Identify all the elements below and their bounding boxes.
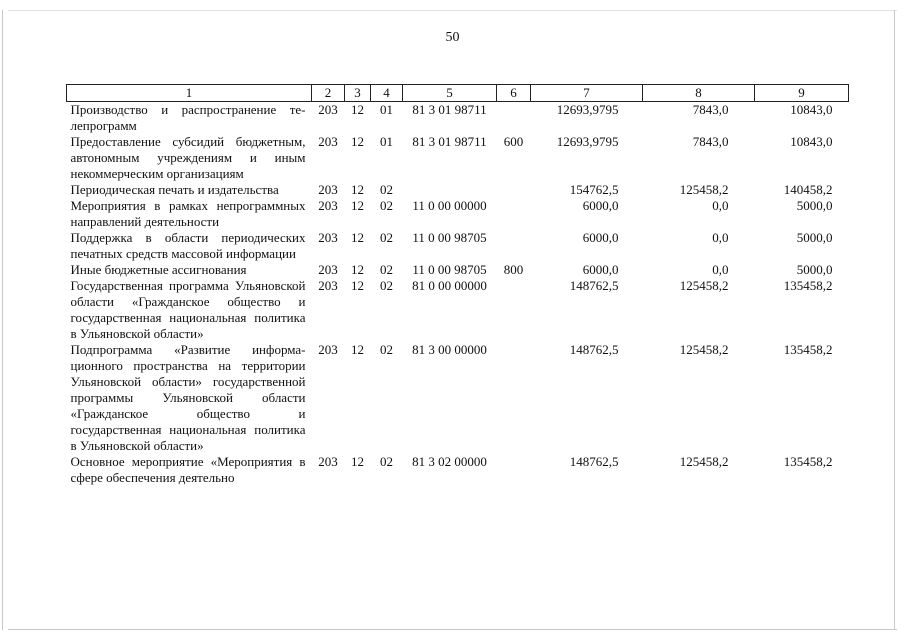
cell-code-4: 02 bbox=[380, 342, 393, 357]
row-name: Основное мероприятие «Мероприятия в сфере обеспечения деятельно bbox=[70, 454, 306, 485]
cell-amount-9: 135458,2 bbox=[783, 454, 833, 469]
table-row bbox=[67, 278, 849, 342]
table-row bbox=[67, 102, 849, 135]
cell-amount-7: 148762,5 bbox=[569, 342, 619, 357]
cell-code-4: 02 bbox=[380, 278, 393, 293]
cell-code-5: 11 0 00 98705 bbox=[412, 230, 487, 245]
cell-code-4: 02 bbox=[380, 182, 393, 197]
column-header: 3 bbox=[345, 85, 371, 102]
cell-code-5: 11 0 00 98705 bbox=[412, 262, 487, 277]
cell-amount-7: 6000,0 bbox=[582, 230, 619, 245]
cell-amount-7: 148762,5 bbox=[569, 454, 619, 469]
cell-code-3: 12 bbox=[351, 182, 364, 197]
cell-code-4: 02 bbox=[380, 454, 393, 469]
column-header: 4 bbox=[371, 85, 403, 102]
cell-amount-9: 10843,0 bbox=[790, 102, 833, 117]
cell-code-3: 12 bbox=[351, 342, 364, 357]
page-border-left bbox=[2, 10, 3, 630]
cell-code-3: 12 bbox=[351, 198, 364, 213]
row-name: Производство и распространение телепрограмм bbox=[70, 102, 306, 133]
table-row bbox=[67, 182, 849, 198]
cell-code-4: 02 bbox=[380, 262, 393, 277]
cell-amount-7: 12693,9795 bbox=[556, 102, 619, 117]
cell-amount-8: 125458,2 bbox=[679, 278, 729, 293]
cell-amount-8: 7843,0 bbox=[692, 102, 729, 117]
row-name: Подпрограмма «Развитие информационного пространства на территории Ульяновской области» государственной программы Ульяновской области «Гражданское общество и государственная национальная политика в Ульяновской области» bbox=[70, 342, 306, 453]
row-name: Периодическая печать и издательства bbox=[70, 182, 279, 197]
cell-code-5 bbox=[403, 182, 497, 198]
cell-code-6 bbox=[497, 454, 531, 486]
cell-code-6 bbox=[497, 342, 531, 454]
table-row bbox=[67, 230, 849, 262]
cell-amount-9: 10843,0 bbox=[790, 134, 833, 149]
cell-code-2: 203 bbox=[318, 198, 338, 213]
column-header: 5 bbox=[403, 85, 497, 102]
cell-amount-7: 6000,0 bbox=[582, 262, 619, 277]
cell-code-2: 203 bbox=[318, 230, 338, 245]
cell-code-6 bbox=[497, 182, 531, 198]
cell-code-2: 203 bbox=[318, 102, 338, 117]
cell-amount-7: 154762,5 bbox=[569, 182, 619, 197]
cell-code-5: 81 0 00 00000 bbox=[412, 278, 487, 293]
cell-amount-9: 5000,0 bbox=[796, 198, 833, 213]
cell-code-5: 81 3 02 00000 bbox=[412, 454, 487, 469]
cell-code-5: 81 3 01 98711 bbox=[412, 102, 487, 117]
row-name: Иные бюджетные ассигнования bbox=[70, 262, 247, 277]
cell-code-5: 81 3 01 98711 bbox=[412, 134, 487, 149]
cell-amount-8: 7843,0 bbox=[692, 134, 729, 149]
table-row bbox=[67, 198, 849, 230]
table-row bbox=[67, 134, 849, 182]
cell-code-4: 01 bbox=[380, 102, 393, 117]
cell-code-5: 81 3 00 00000 bbox=[412, 342, 487, 357]
cell-code-2: 203 bbox=[318, 182, 338, 197]
cell-amount-7: 12693,9795 bbox=[556, 134, 619, 149]
cell-code-2: 203 bbox=[318, 278, 338, 293]
cell-code-5: 11 0 00 00000 bbox=[412, 198, 487, 213]
cell-amount-9: 135458,2 bbox=[783, 342, 833, 357]
cell-code-4: 01 bbox=[380, 134, 393, 149]
page-border-top bbox=[8, 10, 897, 11]
cell-code-3: 12 bbox=[351, 134, 364, 149]
budget-table bbox=[66, 84, 849, 486]
cell-code-6 bbox=[497, 102, 531, 135]
cell-code-3: 12 bbox=[351, 454, 364, 469]
cell-code-6: 600 bbox=[503, 134, 524, 149]
cell-code-3: 12 bbox=[351, 278, 364, 293]
cell-code-2: 203 bbox=[318, 454, 338, 469]
cell-code-3: 12 bbox=[351, 230, 364, 245]
cell-code-2: 203 bbox=[318, 134, 338, 149]
row-name: Государственная программа Ульяновской области «Гражданское общество и государственная национальная политика в Ульяновской области» bbox=[70, 278, 306, 341]
page-number: 50 bbox=[445, 30, 460, 45]
cell-amount-8: 125458,2 bbox=[679, 342, 729, 357]
cell-amount-8: 0,0 bbox=[712, 198, 729, 213]
table-row bbox=[67, 262, 849, 278]
cell-amount-9: 5000,0 bbox=[796, 230, 833, 245]
cell-code-3: 12 bbox=[351, 262, 364, 277]
cell-amount-7: 148762,5 bbox=[569, 278, 619, 293]
cell-code-6 bbox=[497, 278, 531, 342]
cell-amount-9: 140458,2 bbox=[783, 182, 833, 197]
row-name: Предоставление субсидий бюджетным, автономным учреждениям и иным некоммерческим организациям bbox=[70, 134, 306, 181]
column-header: 7 bbox=[531, 85, 643, 102]
cell-code-2: 203 bbox=[318, 262, 338, 277]
cell-amount-9: 5000,0 bbox=[796, 262, 833, 277]
table-row bbox=[67, 342, 849, 454]
cell-amount-8: 125458,2 bbox=[679, 182, 729, 197]
column-header: 6 bbox=[497, 85, 531, 102]
table-body bbox=[67, 102, 849, 487]
cell-amount-8: 125458,2 bbox=[679, 454, 729, 469]
page-border-bottom bbox=[8, 629, 897, 630]
page-border-right bbox=[894, 10, 895, 630]
cell-amount-8: 0,0 bbox=[712, 262, 729, 277]
column-header: 8 bbox=[643, 85, 755, 102]
cell-code-6 bbox=[497, 230, 531, 262]
cell-code-2: 203 bbox=[318, 342, 338, 357]
column-header: 2 bbox=[312, 85, 345, 102]
table-row bbox=[67, 454, 849, 486]
cell-amount-7: 6000,0 bbox=[582, 198, 619, 213]
cell-amount-8: 0,0 bbox=[712, 230, 729, 245]
column-header: 9 bbox=[755, 85, 849, 102]
row-name: Мероприятия в рамках непрограммных направлений деятельности bbox=[70, 198, 306, 229]
cell-code-4: 02 bbox=[380, 198, 393, 213]
table-header-row bbox=[67, 85, 849, 102]
column-header: 1 bbox=[67, 85, 312, 102]
cell-amount-9: 135458,2 bbox=[783, 278, 833, 293]
cell-code-4: 02 bbox=[380, 230, 393, 245]
row-name: Поддержка в области периодических печатных средств массовой информации bbox=[70, 230, 306, 261]
cell-code-6: 800 bbox=[503, 262, 524, 277]
cell-code-3: 12 bbox=[351, 102, 364, 117]
cell-code-6 bbox=[497, 198, 531, 230]
